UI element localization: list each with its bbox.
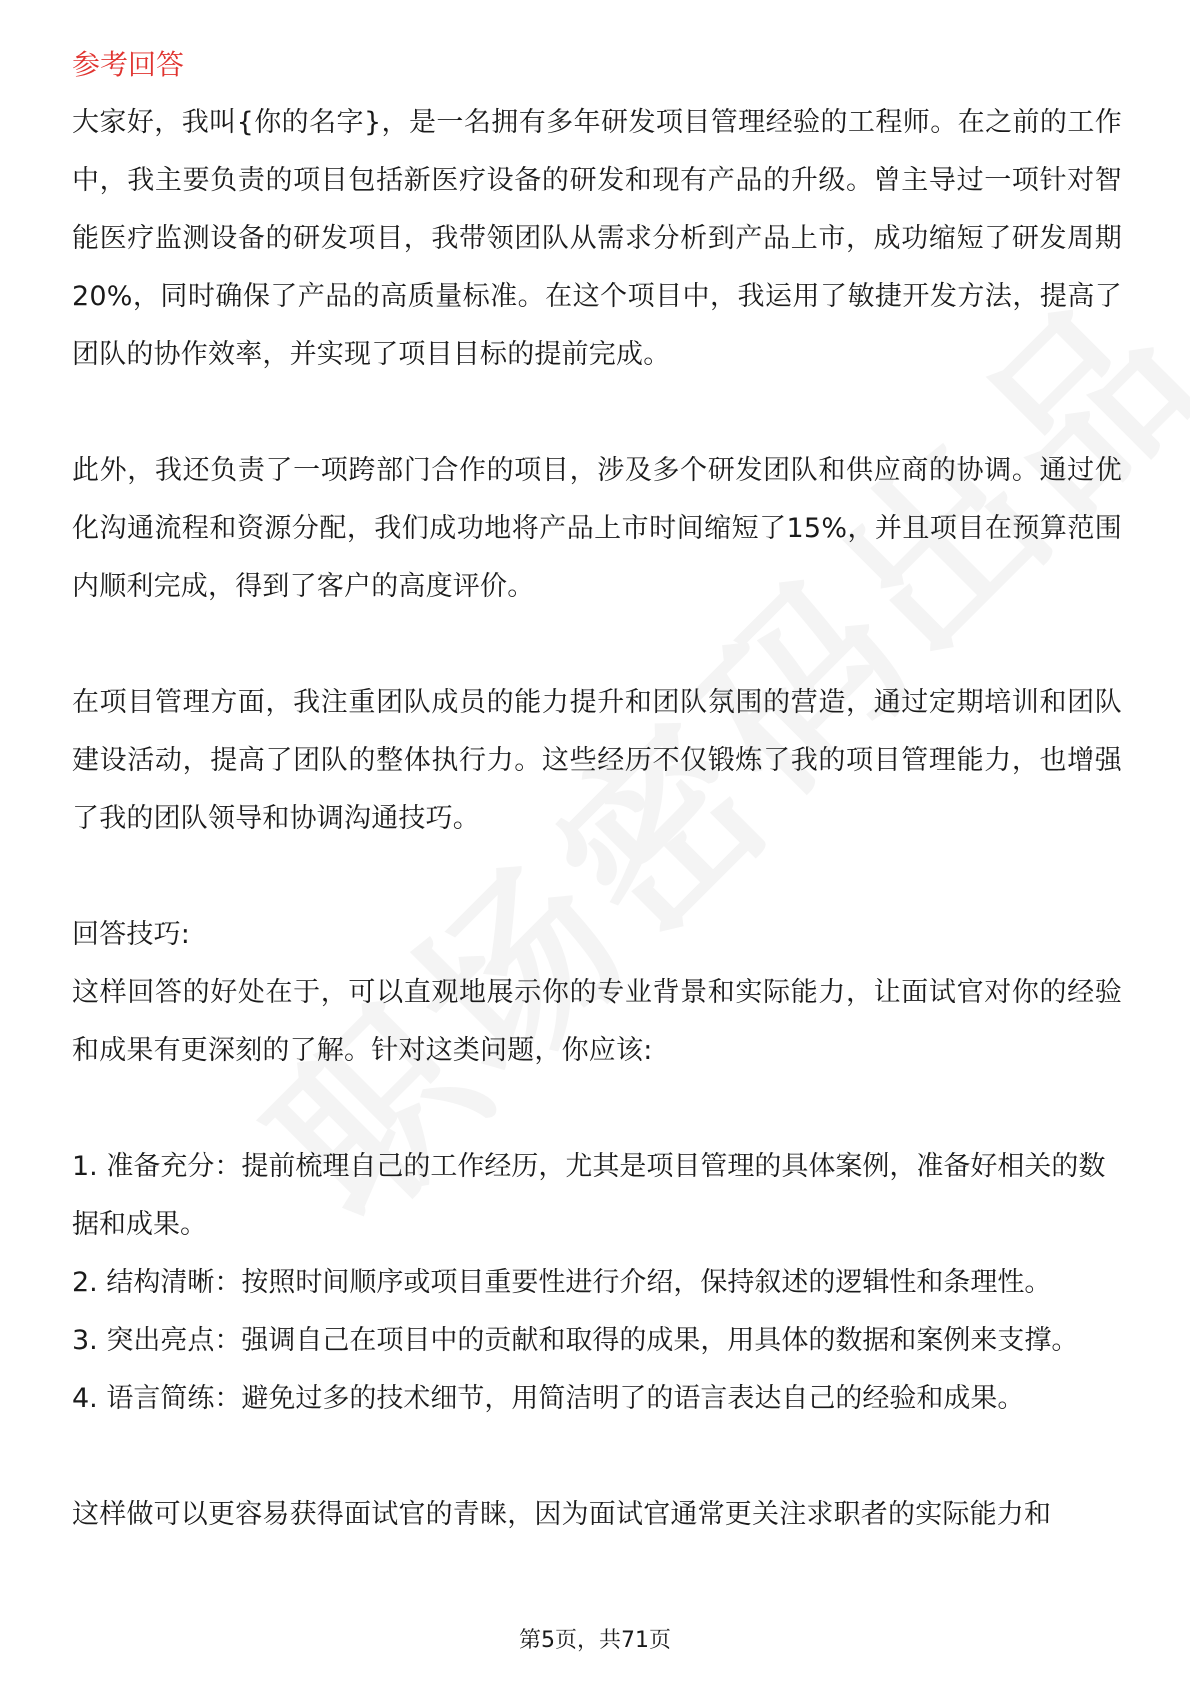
document-page [72, 46, 1122, 1544]
list-item: 1. 准备充分：提前梳理自己的工作经历，尤其是项目管理的具体案例，准备好相关的数据和成果。 [72, 1151, 1106, 1240]
page-number: 第5页，共71页 [519, 1628, 671, 1653]
paragraph-spacer [72, 1428, 1122, 1486]
list-item: 3. 突出亮点：强调自己在项目中的贡献和取得的成果，用具体的数据和案例来支撑。 [72, 1325, 1079, 1356]
paragraph-spacer [72, 848, 1122, 906]
paragraph-spacer [72, 616, 1122, 674]
closing-paragraph: 这样做可以更容易获得面试官的青睐，因为面试官通常更关注求职者的实际能力和 [72, 1499, 1052, 1530]
intro-paragraph: 大家好，我叫{你的名字}，是一名拥有多年研发项目管理经验的工程师。在之前的工作中，我主要负责的项目包括新医疗设备的研发和现有产品的升级。曾主导过一项针对智能医疗监测设备的研发项目，我带领团队从需求分析到产品上市，成功缩短了研发周期20%，同时确保了产品的高质量标准。在这个项目中，我运用了敏捷开发方法，提高了团队的协作效率，并实现了项目目标的提前完成。 [72, 107, 1122, 370]
paragraph-spacer [72, 1080, 1122, 1138]
cross-dept-paragraph: 此外，我还负责了一项跨部门合作的项目，涉及多个研发团队和供应商的协调。通过优化沟通流程和资源分配，我们成功地将产品上市时间缩短了15%，并且项目在预算范围内顺利完成，得到了客户的高度评价。 [72, 455, 1122, 602]
section-heading: 参考回答 [72, 48, 185, 81]
paragraph-spacer [72, 384, 1122, 442]
list-item: 2. 结构清晰：按照时间顺序或项目重要性进行介绍，保持叙述的逻辑性和条理性。 [72, 1267, 1052, 1298]
tips-title: 回答技巧: [72, 919, 191, 950]
tips-list [72, 1138, 1122, 1428]
list-item: 4. 语言简练：避免过多的技术细节，用简洁明了的语言表达自己的经验和成果。 [72, 1383, 1025, 1414]
management-paragraph: 在项目管理方面，我注重团队成员的能力提升和团队氛围的营造，通过定期培训和团队建设活动，提高了团队的整体执行力。这些经历不仅锻炼了我的项目管理能力，也增强了我的团队领导和协调沟通技巧。 [72, 687, 1122, 834]
tips-intro-paragraph: 这样回答的好处在于，可以直观地展示你的专业背景和实际能力，让面试官对你的经验和成果有更深刻的了解。针对这类问题，你应该: [72, 977, 1122, 1066]
